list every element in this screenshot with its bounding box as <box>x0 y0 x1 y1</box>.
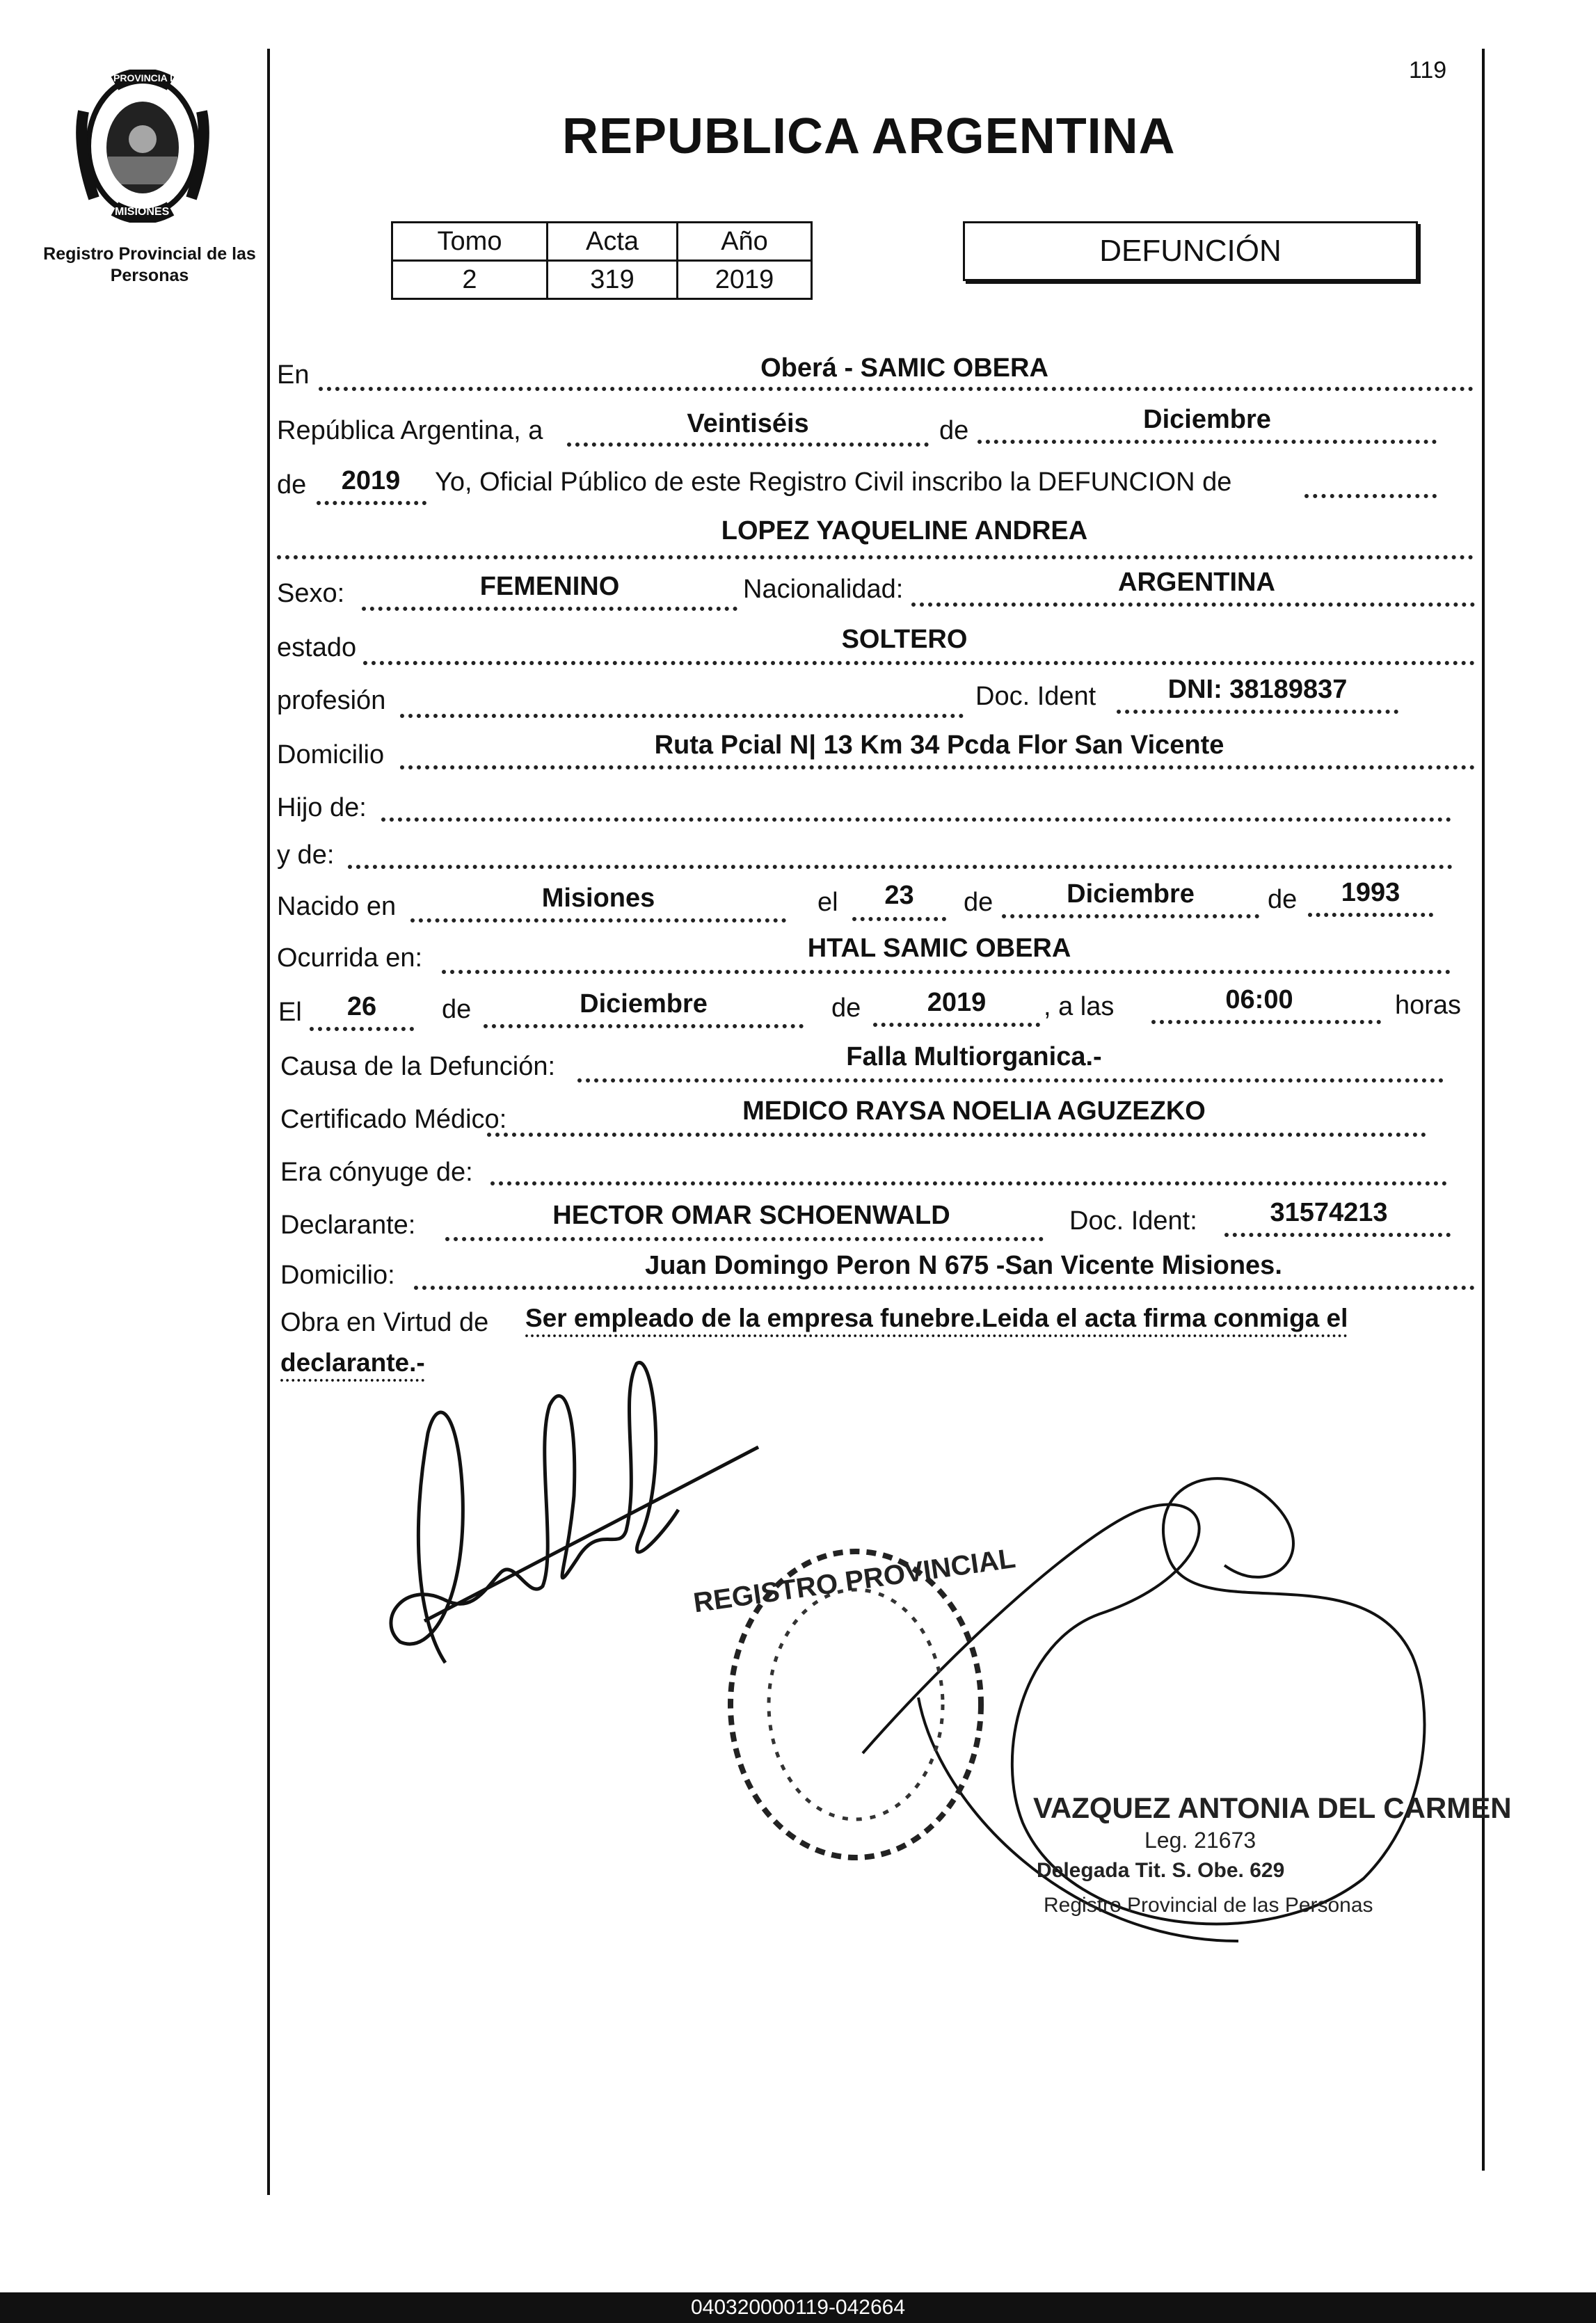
de-label-1: de <box>939 416 969 445</box>
obra-text-line2: declarante.- <box>280 1348 425 1377</box>
declarant-address-value: Juan Domingo Peron N 675 -San Vicente Misiones. <box>645 1251 1282 1280</box>
conyuge-label: Era cónyuge de: <box>280 1158 473 1187</box>
acta-value: 319 <box>548 261 678 299</box>
declarante-doc-label: Doc. Ident: <box>1069 1206 1197 1236</box>
estado-label: estado <box>277 633 357 662</box>
alas-label: , a las <box>1044 992 1115 1021</box>
document-code: 040320000119-042664 <box>0 2292 1596 2323</box>
doc-ident-label: Doc. Ident <box>975 682 1096 711</box>
en-label: En <box>277 360 310 390</box>
death-place-value: HTAL SAMIC OBERA <box>807 934 1071 963</box>
death-day-value: 26 <box>346 992 377 1021</box>
logo-text-top: PROVINCIA DE <box>113 72 184 83</box>
profesion-label: profesión <box>277 686 386 715</box>
nationality-value: ARGENTINA <box>1118 568 1275 597</box>
logo-text-bottom: MISIONES <box>115 206 170 218</box>
sexo-label: Sexo: <box>277 579 345 608</box>
yde-label: y de: <box>277 840 335 870</box>
anio-value: 2019 <box>678 261 812 299</box>
registry-seal-inner <box>769 1590 943 1819</box>
de-label-4: de <box>1268 885 1298 914</box>
anio-label: Año <box>678 223 812 261</box>
declarant-doc-value: 31574213 <box>1270 1198 1388 1227</box>
nacido-label: Nacido en <box>277 892 397 921</box>
sex-value: FEMENINO <box>479 572 620 601</box>
inscribo-text: Yo, Oficial Público de este Registro Civil inscribo la DEFUNCION de <box>435 468 1232 497</box>
cert-label: Certificado Médico: <box>280 1105 507 1134</box>
dni-value: DNI: 38189837 <box>1167 675 1348 704</box>
declarante-label: Declarante: <box>280 1211 416 1240</box>
birthplace-value: Misiones <box>541 884 655 913</box>
official-legajo: Leg. 21673 <box>1144 1828 1256 1853</box>
birth-day-value: 23 <box>884 881 914 910</box>
doctor-value: MEDICO RAYSA NOELIA AGUZEZKO <box>742 1096 1206 1126</box>
month-value: Diciembre <box>1143 405 1271 434</box>
death-month-value: Diciembre <box>580 989 708 1019</box>
deceased-name: LOPEZ YAQUELINE ANDREA <box>721 516 1088 545</box>
ocurrida-label: Ocurrida en: <box>277 943 423 973</box>
address-value: Ruta Pcial N| 13 Km 34 Pcda Flor San Vicente <box>654 731 1224 760</box>
record-type-box: DEFUNCIÓN <box>963 221 1418 281</box>
de-label-5: de <box>442 995 472 1024</box>
death-year-value: 2019 <box>927 988 987 1017</box>
de-label-2: de <box>277 470 307 500</box>
obra-label: Obra en Virtud de <box>280 1308 489 1337</box>
acta-label: Acta <box>548 223 678 261</box>
el-label-2: El <box>278 998 302 1027</box>
de-label-6: de <box>831 993 861 1023</box>
nacionalidad-label: Nacionalidad: <box>743 575 904 604</box>
birth-month-value: Diciembre <box>1067 879 1195 909</box>
rep-label: República Argentina, a <box>277 416 543 445</box>
page-title: REPUBLICA ARGENTINA <box>562 109 1176 164</box>
page-number: 119 <box>1409 57 1447 83</box>
el-label-1: el <box>817 888 838 917</box>
official-cargo: Delegada Tit. S. Obe. 629 <box>1037 1859 1285 1882</box>
official-name: VAZQUEZ ANTONIA DEL CARMEN <box>1033 1791 1512 1824</box>
official-registry: Registro Provincial de las Personas <box>1044 1894 1373 1917</box>
domicilio-label: Domicilio <box>277 740 385 769</box>
tomo-value: 2 <box>392 261 548 299</box>
day-value: Veintiséis <box>687 409 809 438</box>
place-value: Oberá - SAMIC OBERA <box>760 353 1048 383</box>
domicilio2-label: Domicilio: <box>280 1261 395 1290</box>
obra-text-line1: Ser empleado de la empresa funebre.Leida el acta firma conmiga el <box>525 1304 1348 1332</box>
registry-label: Registro Provincial de las Personas <box>43 244 256 285</box>
declarant-signature <box>391 1362 758 1663</box>
cause-value: Falla Multiorganica.- <box>846 1042 1102 1071</box>
seal-text: REGISTRO PROVINCIAL <box>692 1542 1018 1619</box>
horas-label: horas <box>1395 991 1462 1020</box>
hour-value: 06:00 <box>1225 985 1293 1014</box>
tomo-label: Tomo <box>392 223 548 261</box>
year-value: 2019 <box>341 466 401 495</box>
declarant-name-value: HECTOR OMAR SCHOENWALD <box>552 1201 950 1230</box>
birth-year-value: 1993 <box>1341 878 1401 907</box>
marital-status-value: SOLTERO <box>841 625 968 654</box>
de-label-3: de <box>964 888 993 917</box>
causa-label: Causa de la Defunción: <box>280 1052 556 1081</box>
hijo-label: Hijo de: <box>277 793 367 822</box>
